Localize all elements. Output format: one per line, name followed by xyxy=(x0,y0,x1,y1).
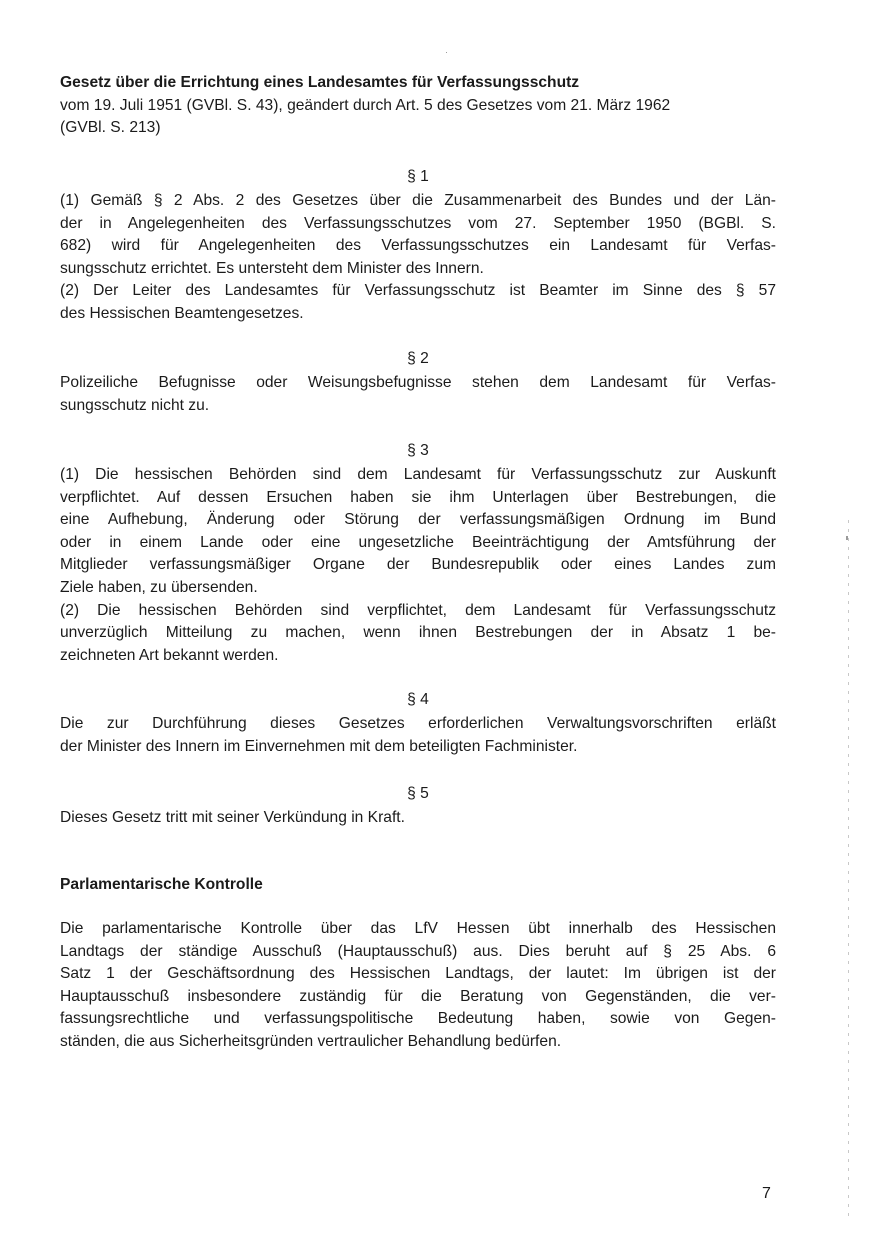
text-line: Mitglieder verfassungsmäßiger Organe der Bundesrepublik oder eines Landes zum xyxy=(60,556,776,574)
text-line: der in Angelegenheiten des Verfassungsschutzes vom 27. September 1950 (BGBl. S. xyxy=(60,214,776,232)
section-4-body xyxy=(60,713,776,758)
section-4-heading: § 4 xyxy=(407,691,429,708)
law-subtitle-line-1: vom 19. Juli 1951 (GVBl. S. 43), geändert durch Art. 5 des Gesetzes vom 21. März 1962 xyxy=(60,96,671,114)
section-3-heading: § 3 xyxy=(407,442,429,459)
text-line: verpflichtet. Auf dessen Ersuchen haben sie ihm Unterlagen über Bestrebungen, die xyxy=(60,488,776,506)
text-line: ständen, die aus Sicherheitsgründen vertraulicher Behandlung bedürfen. xyxy=(60,1032,562,1050)
text-line: der Minister des Innern im Einvernehmen mit dem beteiligten Fachminister. xyxy=(60,737,578,755)
text-line: unverzüglich Mitteilung zu machen, wenn ihnen Bestrebungen der in Absatz 1 be- xyxy=(60,624,776,642)
scan-speck xyxy=(446,52,447,53)
control-heading: Parlamentarische Kontrolle xyxy=(60,876,263,893)
text-line: Hauptausschuß insbesondere zuständig für die Beratung von Gegenständen, die ver- xyxy=(60,987,776,1005)
text-line: (1) Gemäß § 2 Abs. 2 des Gesetzes über die Zusammenarbeit des Bundes und der Län- xyxy=(60,192,776,209)
text-line: des Hessischen Beamtengesetzes. xyxy=(60,304,304,322)
text-line: eine Aufhebung, Änderung oder Störung der verfassungsmäßigen Ordnung im Bund xyxy=(60,511,776,529)
section-1-heading: § 1 xyxy=(407,168,429,185)
text-line: fassungsrechtliche und verfassungspolitische Bedeutung haben, sowie von Gegen- xyxy=(60,1010,776,1028)
text-line: Landtags der ständige Ausschuß (Hauptausschuß) aus. Dies beruht auf § 25 Abs. 6 xyxy=(60,942,776,960)
text-line: sungsschutz errichtet. Es untersteht dem Minister des Innern. xyxy=(60,259,484,277)
section-2-heading: § 2 xyxy=(407,350,429,367)
section-5-body xyxy=(60,807,776,830)
scan-edge-mark xyxy=(848,520,849,1220)
text-line: Satz 1 der Geschäftsordnung des Hessischen Landtags, der lautet: Im übrigen ist der xyxy=(60,965,776,983)
text-line: Dieses Gesetz tritt mit seiner Verkündung in Kraft. xyxy=(60,809,405,826)
law-header xyxy=(60,72,776,140)
scan-speck xyxy=(846,536,848,540)
text-line: oder in einem Lande oder eine ungesetzliche Beeinträchtigung der Amtsführung der xyxy=(60,533,776,551)
text-line: (2) Der Leiter des Landesamtes für Verfassungsschutz ist Beamter im Sinne des § 57 xyxy=(60,282,776,300)
text-line: sungsschutz nicht zu. xyxy=(60,396,210,414)
section-5-heading: § 5 xyxy=(407,785,429,802)
text-line: Die zur Durchführung dieses Gesetzes erforderlichen Verwaltungsvorschriften erläßt xyxy=(60,715,776,732)
law-subtitle-line-2: (GVBl. S. 213) xyxy=(60,119,161,137)
text-line: zeichneten Art bekannt werden. xyxy=(60,646,279,664)
law-title: Gesetz über die Errichtung eines Landesamtes für Verfassungsschutz xyxy=(60,74,580,91)
text-line: Ziele haben, zu übersenden. xyxy=(60,578,258,596)
section-2-body xyxy=(60,372,776,417)
text-line: Polizeiliche Befugnisse oder Weisungsbefugnisse stehen dem Landesamt für Verfas- xyxy=(60,374,776,391)
text-line: (2) Die hessischen Behörden sind verpflichtet, dem Landesamt für Verfassungsschutz xyxy=(60,601,776,619)
section-1-body xyxy=(60,190,776,326)
control-body xyxy=(60,918,776,1054)
text-line: 682) wird für Angelegenheiten des Verfassungsschutzes ein Landesamt für Verfas- xyxy=(60,237,776,255)
text-line: (1) Die hessischen Behörden sind dem Landesamt für Verfassungsschutz zur Auskunft xyxy=(60,466,776,483)
section-3-body xyxy=(60,464,776,667)
page-number: 7 xyxy=(762,1185,771,1202)
text-line: Die parlamentarische Kontrolle über das LfV Hessen übt innerhalb des Hessischen xyxy=(60,920,776,937)
